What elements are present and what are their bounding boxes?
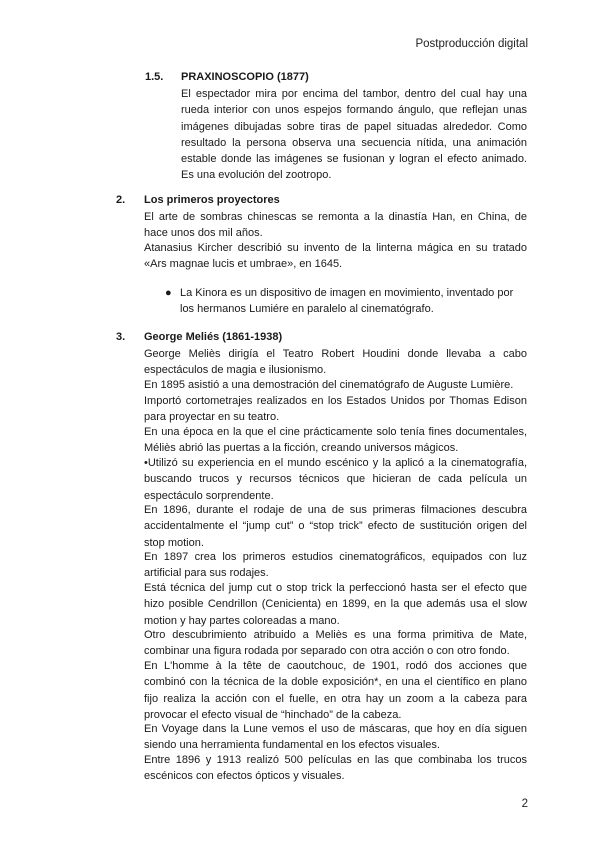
section-2-bullet-item (165, 285, 527, 318)
section-3-paragraph: George Meliès dirigía el Teatro Robert Houdini donde llevaba a cabo espectáculos de magia e ilusionismo. (144, 348, 527, 377)
section-3-paragraph: •Utilizó su experiencia en el mundo escénico y la aplicó a la cinematografía, buscando trucos y recursos técnicos que hicieran de cada película un espectáculo sorprendente. (144, 457, 527, 502)
section-2-paragraph: El arte de sombras chinescas se remonta a la dinastía Han, en China, de hace unos dos mil años. (144, 211, 527, 240)
section-3-paragraph: Importó cortometrajes realizados en los Estados Unidos por Thomas Edison para proyectar en su teatro. (144, 395, 527, 424)
section-3-paragraph: Está técnica del jump cut o stop trick la perfeccionó hasta ser el efecto que hizo posible Cendrillon (Cenicienta) en 1899, en la que además usa el slow motion y hay partes coloreadas a mano. (144, 582, 527, 627)
section-3-number: 3. (116, 331, 126, 343)
section-2-number: 2. (116, 194, 126, 206)
section-1-5-number: 1.5. (145, 71, 164, 83)
section-3-paragraph: En 1897 crea los primeros estudios cinematográficos, equipados con luz artificial para sus rodajes. (144, 551, 527, 580)
section-3-paragraph: En una época en la que el cine prácticamente solo tenía fines documentales, Méliès abrió las puertas a la ficción, creando universos mágicos. (144, 426, 527, 455)
section-2-heading (116, 194, 280, 206)
section-3-paragraph: En L'homme à la tête de caoutchouc, de 1901, rodó dos acciones que combinó con la técnica de la doble exposición*, en una el científico en plano fijo realiza la acción con el fuelle, en otra hay un zoom a la cabeza para provocar el efecto visual de “hinchado” de la cabeza. (144, 660, 527, 721)
section-3-paragraph: En 1896, durante el rodaje de una de sus primeras filmaciones descubra accidentalmente el “jump cut” o “stop trick” efecto de sustitución origen del stop motion. (144, 504, 527, 549)
section-3-heading (116, 331, 282, 343)
page-header-title: Postproducción digital (415, 38, 528, 50)
bullet-icon: ● (165, 287, 172, 299)
section-1-5-body: El espectador mira por encima del tambor, dentro del cual hay una rueda interior con unos espejos formando ángulo, que reflejan unas imágenes dibujadas sobre tiras de papel situadas alrededor. Como resultado la persona observa una secuencia nítida, una animación estable donde las imágenes se fusionan y logran el efecto animado. Es una evolución del zootropo. (181, 88, 527, 182)
section-3-title: George Meliés (1861-1938) (144, 331, 283, 343)
section-2-paragraph: Atanasius Kircher describió su invento de la linterna mágica en su tratado «Ars magnae lucis et umbrae», en 1645. (144, 242, 527, 271)
page-number: 2 (521, 798, 528, 810)
section-3-paragraph: En 1895 asistió a una demostración del cinematógrafo de Auguste Lumière. (144, 379, 514, 391)
section-3-paragraph: Otro descubrimiento atribuido a Meliès es una forma primitiva de Mate, combinar una figura rodada por separado con otra acción o con otro fondo. (144, 629, 527, 658)
section-2-bullet-text: La Kinora es un dispositivo de imagen en movimiento, inventado por los hermanos Lumiére en paralelo al cinematógrafo. (180, 287, 514, 316)
section-2-title: Los primeros proyectores (144, 194, 280, 206)
section-3-paragraph: Entre 1896 y 1913 realizó 500 películas en las que combinaba los trucos escénicos con efectos ópticos y visuales. (144, 754, 527, 783)
section-1-5-heading (145, 71, 309, 83)
section-3-paragraph: En Voyage dans la Lune vemos el uso de máscaras, que hoy en día siguen siendo una herramienta fundamental en los efectos visuales. (144, 723, 527, 752)
section-1-5-title: PRAXINOSCOPIO (1877) (181, 71, 309, 83)
